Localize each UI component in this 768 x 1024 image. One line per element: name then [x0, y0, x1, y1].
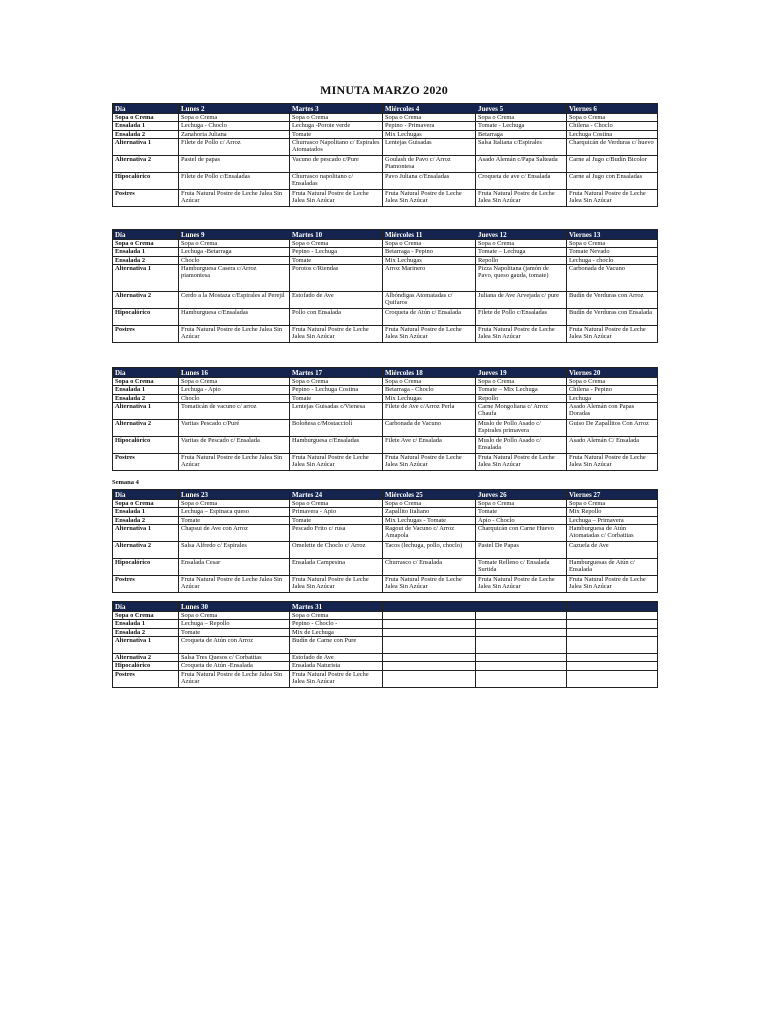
row-label: Alternativa 2 [113, 420, 179, 437]
menu-cell [567, 654, 658, 662]
table-row [113, 309, 658, 326]
menu-cell: Sopa o Crema [179, 612, 290, 620]
menu-cell: Filete de Pollo c/ Arroz [179, 139, 290, 156]
menu-cell: Sopa o Crema [476, 114, 567, 122]
menu-cell: Lechuga Costina [567, 130, 658, 138]
menu-cell [476, 654, 567, 662]
menu-cell: Hamburguesa c/Ensaladas [290, 437, 383, 454]
header-day-cell: Lunes 23 [179, 490, 290, 500]
row-label: Alternativa 1 [113, 403, 179, 420]
menu-cell: Tomate [179, 516, 290, 524]
menu-cell: Ensalada Campesina [290, 559, 383, 576]
menu-cell: Estofado de Ave [290, 654, 383, 662]
menu-cell [383, 637, 476, 654]
menu-cell: Chilena - Pepino [567, 386, 658, 394]
menu-cell: Filete de Pollo c/Ensaladas [179, 173, 290, 190]
menu-cell: Ensalada Cesar [179, 559, 290, 576]
menu-table-week-1 [112, 103, 658, 207]
row-label: Alternativa 2 [113, 156, 179, 173]
menu-cell: Charquicán con Carne Huevo [476, 525, 567, 542]
row-label: Ensalada 2 [113, 394, 179, 402]
header-day-label: Día [113, 230, 179, 240]
menu-cell: Ragout de Vacuno c/ Arroz Amapola [383, 525, 476, 542]
menu-cell: Filete de Ave c/Arroz Perla [383, 403, 476, 420]
menu-cell: Fruta Natural Postre de Leche Jalea Sin Azúcar [476, 326, 567, 343]
menu-cell: Churrasco c/ Ensalada [383, 559, 476, 576]
row-label: Sopa o Crema [113, 612, 179, 620]
header-row [113, 230, 658, 240]
table-row [113, 437, 658, 454]
row-label: Postres [113, 190, 179, 207]
menu-cell: Lechuga - Apio [179, 386, 290, 394]
menu-cell: Pepino - Primavera [383, 122, 476, 130]
menu-cell: Asado Alemán con Papas Doradas [567, 403, 658, 420]
menu-cell: Croqueta de Atún con Arroz [179, 637, 290, 654]
header-row [113, 602, 658, 612]
menu-cell: Fruta Natural Postre de Leche Jalea Sin Azúcar [383, 326, 476, 343]
row-label: Sopa o Crema [113, 240, 179, 248]
header-day-cell: Viernes 6 [567, 104, 658, 114]
menu-cell: Fruta Natural Postre de Leche Jalea Sin Azúcar [383, 190, 476, 207]
header-day-cell: Jueves 5 [476, 104, 567, 114]
row-label: Alternativa 2 [113, 654, 179, 662]
menu-cell [476, 612, 567, 620]
header-day-cell: Viernes 13 [567, 230, 658, 240]
menu-cell: Sopa o Crema [476, 500, 567, 508]
table-row [113, 662, 658, 670]
menu-cell: Betarraga - Choclo [383, 386, 476, 394]
menu-cell: Tomate – Lechuga [476, 248, 567, 256]
menu-cell: Lechuga – Primavera [567, 516, 658, 524]
menu-cell: Arroz Marinero [383, 265, 476, 292]
row-label: Ensalada 1 [113, 386, 179, 394]
table-row [113, 265, 658, 292]
menu-cell: Choclo [179, 256, 290, 264]
menu-cell: Pizza Napolitana (jamón de Pavo, queso gauda, tomate) [476, 265, 567, 292]
menu-cell [383, 620, 476, 628]
menu-cell: Sopa o Crema [179, 378, 290, 386]
row-label: Ensalada 1 [113, 248, 179, 256]
menu-cell: Lechuga -Porote verde [290, 122, 383, 130]
menu-cell: Fruta Natural Postre de Leche Jalea Sin Azúcar [290, 326, 383, 343]
menu-cell: Sopa o Crema [179, 114, 290, 122]
menu-cell [567, 620, 658, 628]
menu-cell: Fruta Natural Postre de Leche Jalea Sin Azúcar [383, 576, 476, 593]
menu-cell: Croqueta de Atún c/ Ensalada [383, 309, 476, 326]
menu-cell: Tomate [476, 508, 567, 516]
menu-cell [383, 628, 476, 636]
menu-cell: Primavera - Apio [290, 508, 383, 516]
menu-cell: Tomate [290, 256, 383, 264]
menu-cell: Pepino - Lechuga Costina [290, 386, 383, 394]
menu-cell: Estofado de Ave [290, 292, 383, 309]
header-day-cell: Lunes 30 [179, 602, 290, 612]
menu-cell: Tomate [290, 394, 383, 402]
menu-cell: Chapsui de Ave con Arroz [179, 525, 290, 542]
menu-cell: Guiso De Zapallitos Con Arroz [567, 420, 658, 437]
menu-cell: Fruta Natural Postre de Leche Jalea Sin Azúcar [179, 326, 290, 343]
menu-cell: Tomate – Mix Lechuga [476, 386, 567, 394]
menu-cell: Charquicán de Verduras c/ huevo [567, 139, 658, 156]
menu-cell: Fruta Natural Postre de Leche Jalea Sin Azúcar [383, 454, 476, 471]
header-day-cell: Martes 17 [290, 368, 383, 378]
menu-cell: Tomate Nevado [567, 248, 658, 256]
menu-cell: Pepino - Lechuga [290, 248, 383, 256]
menu-cell: Fruta Natural Postre de Leche Jalea Sin Azúcar [179, 454, 290, 471]
header-day-cell: Martes 3 [290, 104, 383, 114]
menu-table-week-3 [112, 367, 658, 471]
menu-cell: Sopa o Crema [383, 500, 476, 508]
row-label: Alternativa 1 [113, 265, 179, 292]
menu-cell [383, 612, 476, 620]
header-day-cell: Lunes 9 [179, 230, 290, 240]
row-label: Alternativa 1 [113, 139, 179, 156]
menu-cell: Mix Lechugas - Tomate [383, 516, 476, 524]
menu-cell: Lentejas Guisadas c/Vienesa [290, 403, 383, 420]
menu-cell: Porotos c/Riendas [290, 265, 383, 292]
table-row [113, 156, 658, 173]
menu-cell: Fruta Natural Postre de Leche Jalea Sin Azúcar [290, 190, 383, 207]
menu-cell: Tomate Relleno c/ Ensalada Surtida [476, 559, 567, 576]
menu-cell: Tomate - Lechuga [476, 122, 567, 130]
table-row [113, 516, 658, 524]
menu-cell: Sopa o Crema [290, 612, 383, 620]
menu-cell: Vacuno de pescado c/Pure [290, 156, 383, 173]
menu-cell: Fruta Natural Postre de Leche Jalea Sin Azúcar [476, 454, 567, 471]
row-label: Alternativa 1 [113, 525, 179, 542]
table-row [113, 670, 658, 687]
menu-cell: Pollo con Ensalada [290, 309, 383, 326]
table-row [113, 240, 658, 248]
menu-cell: Repollo [476, 256, 567, 264]
table-row [113, 114, 658, 122]
table-row [113, 654, 658, 662]
menu-cell: Sopa o Crema [567, 378, 658, 386]
table-row [113, 394, 658, 402]
row-label: Postres [113, 454, 179, 471]
menu-cell: Croqueta de ave c/ Ensalada [476, 173, 567, 190]
row-label: Postres [113, 670, 179, 687]
menu-cell [567, 662, 658, 670]
row-label: Hipocalórico [113, 559, 179, 576]
menu-cell: Fruta Natural Postre de Leche Jalea Sin Azúcar [179, 576, 290, 593]
menu-cell: Fruta Natural Postre de Leche Jalea Sin Azúcar [290, 670, 383, 687]
menu-cell: Tacos (lechuga, pollo, choclo) [383, 542, 476, 559]
menu-cell: Hamburguesa c/Ensaladas [179, 309, 290, 326]
menu-cell: Sopa o Crema [290, 500, 383, 508]
menu-cell: Sopa o Crema [567, 240, 658, 248]
row-label: Ensalada 2 [113, 516, 179, 524]
menu-cell: Salsa Italiana c/Espirales [476, 139, 567, 156]
menu-cell: Albóndigas Atomatadas c/ Quifaros [383, 292, 476, 309]
menu-cell: Filete Ave c/ Ensalada [383, 437, 476, 454]
menu-cell: Fruta Natural Postre de Leche Jalea Sin Azúcar [290, 576, 383, 593]
menu-cell: Fruta Natural Postre de Leche Jalea Sin Azúcar [179, 190, 290, 207]
header-day-cell: Jueves 19 [476, 368, 567, 378]
header-day-cell: Martes 24 [290, 490, 383, 500]
menu-cell: Fruta Natural Postre de Leche Jalea Sin Azúcar [476, 190, 567, 207]
header-day-label: Día [113, 490, 179, 500]
table-row [113, 122, 658, 130]
menu-cell: Carne Mongoliana c/ Arroz Chaufa [476, 403, 567, 420]
menu-table-week-4 [112, 489, 658, 593]
menu-cell [476, 620, 567, 628]
row-label: Sopa o Crema [113, 500, 179, 508]
menu-cell: Sopa o Crema [567, 114, 658, 122]
menu-cell: Sopa o Crema [567, 500, 658, 508]
row-label: Postres [113, 326, 179, 343]
menu-cell: Carbonada de Vacuno [567, 265, 658, 292]
menu-cell: Goulash de Pavo c/ Arroz Piamontesa [383, 156, 476, 173]
menu-cell [476, 637, 567, 654]
menu-cell: Cerdo a la Mostaza c/Espirales al Perejil [179, 292, 290, 309]
menu-cell: Fruta Natural Postre de Leche Jalea Sin Azúcar [567, 190, 658, 207]
menu-cell: Lechuga -Betarraga [179, 248, 290, 256]
menu-cell: Sopa o Crema [179, 240, 290, 248]
row-label: Sopa o Crema [113, 378, 179, 386]
header-day-cell [476, 602, 567, 612]
table-row [113, 559, 658, 576]
menu-cell: Fruta Natural Postre de Leche Jalea Sin Azúcar [179, 670, 290, 687]
row-label: Ensalada 2 [113, 628, 179, 636]
menu-cell: Croqueta de Atún -Ensalada [179, 662, 290, 670]
table-row [113, 454, 658, 471]
menu-cell: Muslo de Pollo Asado c/ Espirales primavera [476, 420, 567, 437]
menu-cell: Zapallito Italiano [383, 508, 476, 516]
menu-cell: Asado Alemán C/ Ensalada [567, 437, 658, 454]
menu-cell: Varitas de Pescado c/ Ensalada [179, 437, 290, 454]
table-row [113, 139, 658, 156]
menu-cell [476, 670, 567, 687]
menu-cell: Lechuga - Choclo [179, 122, 290, 130]
table-row [113, 525, 658, 542]
menu-cell [383, 662, 476, 670]
menu-cell: Filete de Pollo c/Ensaladas [476, 309, 567, 326]
menu-cell [476, 628, 567, 636]
header-row [113, 490, 658, 500]
menu-cell: Choclo [179, 394, 290, 402]
table-row [113, 292, 658, 309]
menu-cell: Lechuga – Repollo [179, 620, 290, 628]
row-label: Alternativa 1 [113, 637, 179, 654]
menu-cell: Apio - Choclo [476, 516, 567, 524]
menu-cell: Lechuga [567, 394, 658, 402]
menu-cell [567, 637, 658, 654]
header-day-cell: Martes 31 [290, 602, 383, 612]
menu-cell [476, 662, 567, 670]
header-day-cell [567, 602, 658, 612]
menu-cell: Budín de Carne con Pure [290, 637, 383, 654]
table-row [113, 576, 658, 593]
menu-cell: Fruta Natural Postre de Leche Jalea Sin Azúcar [476, 576, 567, 593]
table-row [113, 256, 658, 264]
table-row [113, 508, 658, 516]
row-label: Ensalada 1 [113, 508, 179, 516]
table-row [113, 378, 658, 386]
menu-cell: Carne al Jugo c/Budín Bicolor [567, 156, 658, 173]
menu-cell: Tomate [290, 130, 383, 138]
header-day-cell: Miércoles 11 [383, 230, 476, 240]
menu-cell: Sopa o Crema [179, 500, 290, 508]
menu-cell: Carbonada de Vacuno [383, 420, 476, 437]
table-row [113, 620, 658, 628]
menu-cell [567, 612, 658, 620]
header-day-label: Día [113, 602, 179, 612]
menu-cell: Mix Lechugas [383, 130, 476, 138]
menu-cell: Lentejas Guisadas [383, 139, 476, 156]
menu-cell: Sopa o Crema [383, 378, 476, 386]
header-day-cell: Viernes 20 [567, 368, 658, 378]
menu-cell: Cazuela de Ave [567, 542, 658, 559]
menu-cell: Ensalada Naturista [290, 662, 383, 670]
menu-cell: Sopa o Crema [476, 378, 567, 386]
menu-cell: Fruta Natural Postre de Leche Jalea Sin Azúcar [567, 326, 658, 343]
menu-cell: Hamburguesas de Atún c/ Ensalada [567, 559, 658, 576]
row-label: Alternativa 2 [113, 542, 179, 559]
menu-cell: Fruta Natural Postre de Leche Jalea Sin Azúcar [567, 454, 658, 471]
menu-cell: Sopa o Crema [290, 114, 383, 122]
table-row [113, 420, 658, 437]
menu-cell: Fruta Natural Postre de Leche Jalea Sin Azúcar [567, 576, 658, 593]
semana-label: Semana 4 [112, 479, 139, 486]
header-day-cell: Jueves 26 [476, 490, 567, 500]
menu-cell: Salsa Alfredo c/ Espirales [179, 542, 290, 559]
header-day-cell: Viernes 27 [567, 490, 658, 500]
table-row [113, 248, 658, 256]
menu-cell: Sopa o Crema [290, 240, 383, 248]
row-label: Hipocalórico [113, 437, 179, 454]
menu-cell: Churrasco napolitano c/ Ensaladas [290, 173, 383, 190]
menu-cell: Asado Alemán c/Papa Salteada [476, 156, 567, 173]
row-label: Sopa o Crema [113, 114, 179, 122]
menu-cell [383, 670, 476, 687]
row-label: Ensalada 1 [113, 122, 179, 130]
header-day-cell [383, 602, 476, 612]
header-day-cell: Miércoles 25 [383, 490, 476, 500]
row-label: Hipocalórico [113, 309, 179, 326]
table-row [113, 500, 658, 508]
menu-cell: Juliana de Ave Arvejada c/ pure [476, 292, 567, 309]
table-row [113, 637, 658, 654]
row-label: Hipocalórico [113, 662, 179, 670]
menu-cell: Churrasco Napolitano c/ Espirales Atomatados [290, 139, 383, 156]
menu-cell: Zanahoria Juliana [179, 130, 290, 138]
menu-cell: Mix Lechugas [383, 394, 476, 402]
menu-cell: Varitas Pescado c/Puré [179, 420, 290, 437]
menu-cell: Pavo Juliana c/Ensaladas [383, 173, 476, 190]
header-day-cell: Lunes 2 [179, 104, 290, 114]
menu-cell: Betarraga [476, 130, 567, 138]
row-label: Ensalada 2 [113, 256, 179, 264]
menu-cell: Budín de Verduras con Arroz [567, 292, 658, 309]
header-day-cell: Miércoles 18 [383, 368, 476, 378]
header-day-label: Día [113, 104, 179, 114]
menu-cell: Lechuga – Espinaca queso [179, 508, 290, 516]
menu-cell: Fruta Natural Postre de Leche Jalea Sin Azúcar [290, 454, 383, 471]
header-day-cell: Lunes 16 [179, 368, 290, 378]
menu-cell: Mix de Lechuga [290, 628, 383, 636]
menu-cell: Mix Lechugas [383, 256, 476, 264]
row-label: Ensalada 2 [113, 130, 179, 138]
menu-cell: Betarraga - Pepino [383, 248, 476, 256]
menu-cell: Repollo [476, 394, 567, 402]
menu-cell: Muslo de Pollo Asado c/ Ensalada [476, 437, 567, 454]
menu-table-week-5 [112, 601, 658, 688]
menu-cell: Tomate [179, 628, 290, 636]
table-row [113, 628, 658, 636]
row-label: Alternativa 2 [113, 292, 179, 309]
menu-cell: Chilena - Choclo [567, 122, 658, 130]
table-row [113, 173, 658, 190]
menu-cell [567, 670, 658, 687]
menu-cell: Omelette de Choclo c/ Arroz [290, 542, 383, 559]
menu-table-week-2 [112, 229, 658, 343]
menu-cell [383, 654, 476, 662]
table-row [113, 326, 658, 343]
header-day-cell: Martes 10 [290, 230, 383, 240]
header-day-label: Día [113, 368, 179, 378]
menu-cell: Salsa Tres Quesos c/ Corbatitas [179, 654, 290, 662]
menu-cell: Sopa o Crema [383, 240, 476, 248]
menu-cell: Hamburguesa de Atún Atomatadas c/ Corbatitas [567, 525, 658, 542]
table-row [113, 403, 658, 420]
menu-cell: Carne al Jugo con Ensaladas [567, 173, 658, 190]
row-label: Hipocalórico [113, 173, 179, 190]
menu-cell: Hamburguesa Casera c/Arroz piamontesa [179, 265, 290, 292]
row-label: Ensalada 1 [113, 620, 179, 628]
table-row [113, 190, 658, 207]
menu-cell: Lechuga - choclo [567, 256, 658, 264]
menu-cell: Tomate [290, 516, 383, 524]
header-row [113, 104, 658, 114]
table-row [113, 130, 658, 138]
header-day-cell: Miércoles 4 [383, 104, 476, 114]
menu-cell [567, 628, 658, 636]
table-row [113, 386, 658, 394]
document-title: MINUTA MARZO 2020 [320, 83, 448, 97]
menu-cell: Budín de Verduras con Ensalada [567, 309, 658, 326]
menu-cell: Boloñesa c/Mostacciolí [290, 420, 383, 437]
menu-cell: Sopa o Crema [476, 240, 567, 248]
menu-cell: Pescado Frito c/ rusa [290, 525, 383, 542]
header-day-cell: Jueves 12 [476, 230, 567, 240]
menu-cell: Mix Repollo [567, 508, 658, 516]
table-row [113, 612, 658, 620]
menu-cell: Sopa o Crema [383, 114, 476, 122]
menu-cell: Pepino - Choclo - [290, 620, 383, 628]
menu-cell: Tomaticán de vacuno c/ arroz [179, 403, 290, 420]
header-row [113, 368, 658, 378]
row-label: Postres [113, 576, 179, 593]
menu-cell: Sopa o Crema [290, 378, 383, 386]
menu-cell: Pastel De Papas [476, 542, 567, 559]
menu-cell: Pastel de papas [179, 156, 290, 173]
table-row [113, 542, 658, 559]
